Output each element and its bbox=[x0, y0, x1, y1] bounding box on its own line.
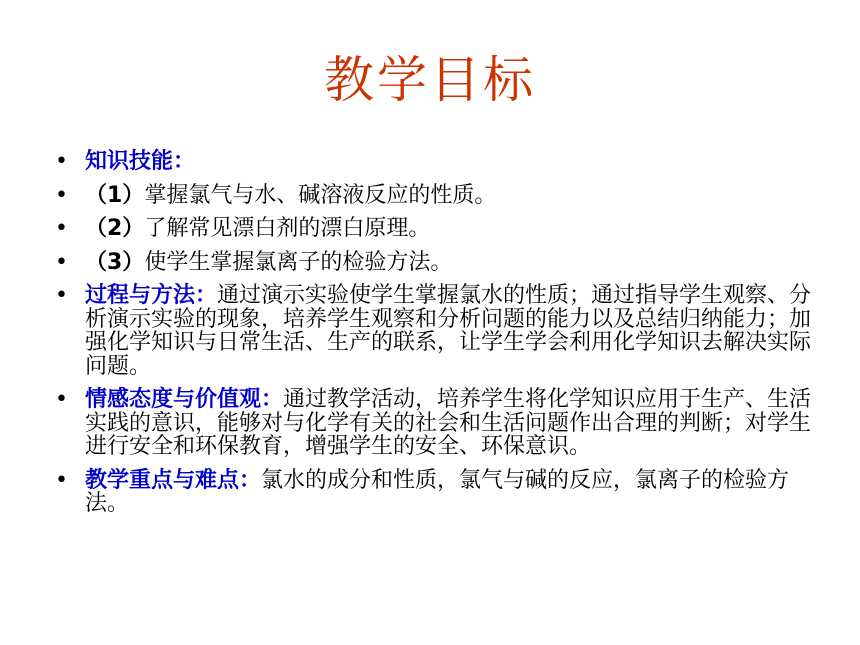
bullet-item-3 bbox=[50, 251, 815, 275]
item-text: 了解常见漂白剂的漂白原理。 bbox=[144, 216, 431, 241]
bullet-heading: 过程与方法： bbox=[85, 283, 218, 308]
bullet-dot-icon: • bbox=[55, 387, 68, 412]
bullet-dot-icon: • bbox=[55, 149, 68, 174]
bullet-body: 通过教学活动，培养学生将化学知识应用于生产、生活实践的意识，能够对与化学有关的社会和生活问题作出合理的判断；对学生进行安全和环保教育，增强学生的安全、环保意识。 bbox=[85, 387, 812, 459]
bullet-item-2 bbox=[50, 217, 815, 241]
item-text: 使学生掌握氯离子的检验方法。 bbox=[144, 249, 453, 275]
bullet-heading: 情感态度与价值观： bbox=[85, 387, 284, 412]
objectives-list bbox=[50, 150, 815, 526]
bullet-knowledge-skills bbox=[50, 150, 815, 174]
bullet-dot-icon: • bbox=[55, 249, 68, 275]
item-number: （1） bbox=[85, 182, 145, 208]
item-number: （2） bbox=[85, 216, 145, 241]
bullet-heading: 教学重点与难点： bbox=[85, 467, 262, 493]
bullet-process-methods bbox=[50, 284, 815, 378]
bullet-item-1 bbox=[50, 184, 815, 208]
slide-title: 教学目标 bbox=[324, 51, 536, 109]
item-text: 掌握氯气与水、碱溶液反应的性质。 bbox=[144, 182, 497, 208]
bullet-key-points bbox=[50, 469, 815, 516]
bullet-heading: 知识技能： bbox=[85, 149, 196, 174]
bullet-body: 氯水的成分和性质，氯气与碱的反应，氯离子的检验方法。 bbox=[85, 467, 790, 516]
bullet-dot-icon: • bbox=[55, 182, 68, 208]
bullet-dot-icon: • bbox=[55, 283, 68, 308]
bullet-dot-icon: • bbox=[55, 216, 68, 241]
bullet-body: 通过演示实验使学生掌握氯水的性质；通过指导学生观察、分析演示实验的现象，培养学生观察和分析问题的能力以及总结归纳能力；加强化学知识与日常生活、生产的联系，让学生学会利用化学知识去解决实际问题。 bbox=[85, 283, 812, 379]
bullet-attitudes-values bbox=[50, 388, 815, 459]
bullet-dot-icon: • bbox=[55, 467, 68, 493]
item-number: （3） bbox=[85, 249, 145, 275]
